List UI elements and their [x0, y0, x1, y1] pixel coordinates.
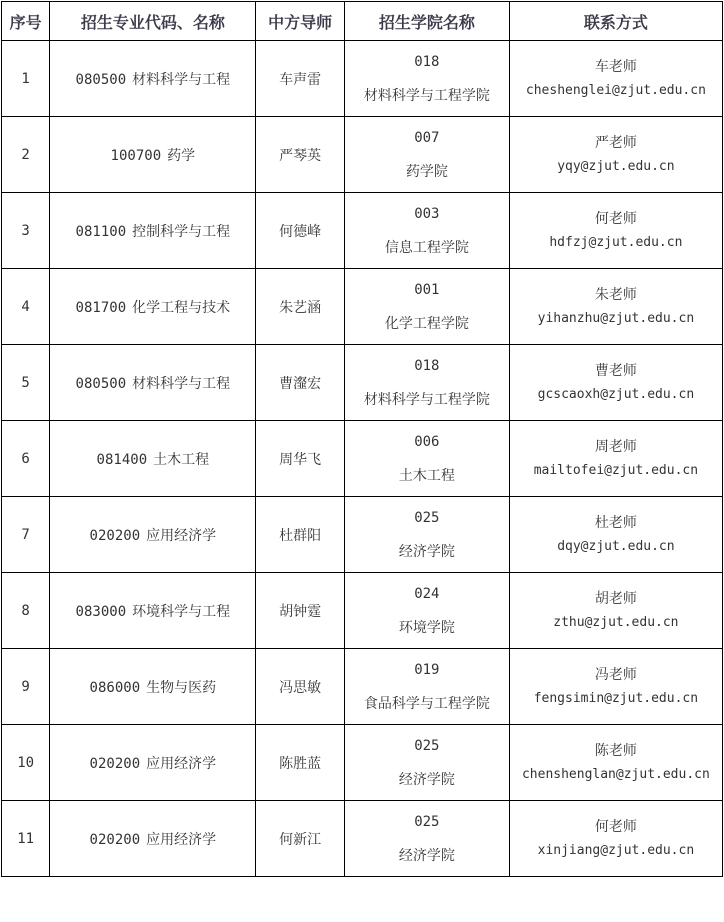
contact-email[interactable]: mailtofei@zjut.edu.cn: [533, 462, 699, 478]
major-code: 020200: [89, 831, 141, 848]
supervisor-name: 曹瀣宏: [279, 375, 322, 392]
contact-name: 朱老师: [594, 286, 637, 303]
college-code: 018: [414, 357, 440, 374]
college-cell: [344, 649, 509, 725]
table-body: [2, 41, 723, 877]
major-cell: [50, 421, 256, 497]
header-supervisor: 中方导师: [256, 2, 344, 41]
table-row: [2, 421, 723, 497]
row-index-text: 10: [17, 754, 35, 771]
row-index-text: 11: [17, 830, 35, 847]
supervisor-name: 胡钟霆: [279, 603, 322, 620]
contact-email[interactable]: yqy@zjut.edu.cn: [557, 158, 675, 174]
college-name: 材料科学与工程学院: [363, 391, 490, 408]
major-cell: [50, 497, 256, 573]
contact-cell: [509, 421, 722, 497]
college-name: 土木工程: [398, 467, 455, 484]
college-cell: [344, 193, 509, 269]
row-index-text: 5: [21, 374, 30, 391]
major-name: 环境科学与工程: [132, 603, 231, 620]
row-index: [2, 117, 50, 193]
contact-email[interactable]: xinjiang@zjut.edu.cn: [537, 842, 695, 858]
contact-cell: [509, 345, 722, 421]
major-name: 应用经济学: [146, 831, 217, 848]
contact-cell: [509, 497, 722, 573]
college-cell: [344, 117, 509, 193]
contact-name: 何老师: [594, 818, 637, 835]
college-code: 025: [414, 813, 440, 830]
major-cell: [50, 801, 256, 877]
row-index: [2, 801, 50, 877]
supervisor-cell: [256, 193, 344, 269]
supervisor-cell: [256, 421, 344, 497]
table-row: [2, 269, 723, 345]
supervisor-cell: [256, 41, 344, 117]
college-cell: [344, 269, 509, 345]
major-cell: [50, 193, 256, 269]
contact-email[interactable]: yihanzhu@zjut.edu.cn: [537, 310, 695, 326]
row-index-text: 8: [21, 602, 30, 619]
supervisor-cell: [256, 649, 344, 725]
contact-cell: [509, 725, 722, 801]
college-cell: [344, 725, 509, 801]
major-name: 应用经济学: [146, 755, 217, 772]
contact-cell: [509, 801, 722, 877]
supervisor-cell: [256, 801, 344, 877]
major-code: 100700: [110, 147, 162, 164]
row-index: [2, 497, 50, 573]
supervisor-name: 何新江: [279, 831, 322, 848]
supervisor-cell: [256, 725, 344, 801]
row-index-text: 2: [21, 146, 30, 163]
major-name: 应用经济学: [146, 527, 217, 544]
row-index-text: 7: [21, 526, 30, 543]
contact-name: 严老师: [594, 134, 637, 151]
row-index: [2, 421, 50, 497]
table-row: [2, 345, 723, 421]
row-index: [2, 193, 50, 269]
major-cell: [50, 269, 256, 345]
row-index-text: 6: [21, 450, 30, 467]
header-contact: 联系方式: [509, 2, 722, 41]
table-row: [2, 117, 723, 193]
major-name: 材料科学与工程: [132, 375, 231, 392]
major-cell: [50, 345, 256, 421]
supervisor-name: 何德峰: [279, 223, 322, 240]
major-code: 080500: [75, 71, 127, 88]
contact-cell: [509, 573, 722, 649]
major-code: 020200: [89, 755, 141, 772]
major-name: 生物与医药: [146, 679, 217, 696]
college-name: 环境学院: [398, 619, 455, 636]
supervisor-cell: [256, 269, 344, 345]
contact-name: 何老师: [594, 210, 637, 227]
supervisor-name: 严琴英: [279, 147, 322, 164]
contact-cell: [509, 117, 722, 193]
row-index: [2, 725, 50, 801]
college-cell: [344, 801, 509, 877]
contact-cell: [509, 193, 722, 269]
major-code: 081700: [75, 299, 127, 316]
major-code: 020200: [89, 527, 141, 544]
college-name: 信息工程学院: [384, 239, 469, 256]
row-index: [2, 573, 50, 649]
college-code: 006: [414, 433, 440, 450]
supervisor-name: 朱艺涵: [279, 299, 322, 316]
table-header: [2, 2, 723, 41]
college-name: 经济学院: [398, 847, 455, 864]
college-code: 018: [414, 53, 440, 70]
major-code: 081100: [75, 223, 127, 240]
contact-name: 胡老师: [594, 590, 637, 607]
table-row: [2, 573, 723, 649]
header-major: 招生专业代码、名称: [50, 2, 256, 41]
contact-name: 周老师: [594, 438, 637, 455]
contact-email[interactable]: hdfzj@zjut.edu.cn: [549, 234, 683, 250]
row-index: [2, 41, 50, 117]
supervisor-cell: [256, 573, 344, 649]
major-code: 083000: [75, 603, 127, 620]
contact-name: 杜老师: [594, 514, 637, 531]
college-cell: [344, 421, 509, 497]
contact-cell: [509, 41, 722, 117]
contact-name: 陈老师: [594, 742, 637, 759]
supervisor-cell: [256, 117, 344, 193]
contact-name: 车老师: [594, 58, 637, 75]
contact-cell: [509, 649, 722, 725]
supervisor-name: 冯思敏: [279, 679, 322, 696]
college-code: 019: [414, 661, 440, 678]
college-cell: [344, 573, 509, 649]
major-name: 土木工程: [153, 451, 210, 468]
row-index-text: 3: [21, 222, 30, 239]
college-cell: [344, 345, 509, 421]
college-code: 025: [414, 509, 440, 526]
college-code: 025: [414, 737, 440, 754]
supervisor-table: [1, 1, 723, 877]
major-code: 081400: [96, 451, 148, 468]
supervisor-cell: [256, 345, 344, 421]
college-cell: [344, 41, 509, 117]
college-cell: [344, 497, 509, 573]
major-name: 控制科学与工程: [132, 223, 231, 240]
header-index: 序号: [2, 2, 50, 41]
supervisor-name: 车声雷: [279, 71, 322, 88]
contact-name: 曹老师: [594, 362, 637, 379]
row-index: [2, 649, 50, 725]
table-row: [2, 649, 723, 725]
contact-email[interactable]: chenshenglan@zjut.edu.cn: [521, 766, 710, 782]
contact-email[interactable]: zthu@zjut.edu.cn: [553, 614, 679, 630]
major-name: 材料科学与工程: [132, 71, 231, 88]
table-row: [2, 41, 723, 117]
college-name: 食品科学与工程学院: [363, 695, 490, 712]
row-index: [2, 345, 50, 421]
college-code: 001: [414, 281, 440, 298]
supervisor-name: 陈胜蓝: [279, 755, 322, 772]
supervisor-name: 杜群阳: [279, 527, 322, 544]
major-cell: [50, 649, 256, 725]
college-code: 007: [414, 129, 440, 146]
contact-email[interactable]: cheshenglei@zjut.edu.cn: [525, 82, 706, 98]
supervisor-name: 周华飞: [279, 451, 322, 468]
major-code: 086000: [89, 679, 141, 696]
row-index: [2, 269, 50, 345]
row-index-text: 1: [21, 70, 30, 87]
table-row: [2, 801, 723, 877]
table-row: [2, 497, 723, 573]
supervisor-cell: [256, 497, 344, 573]
table-row: [2, 193, 723, 269]
contact-name: 冯老师: [594, 666, 637, 683]
major-name: 化学工程与技术: [132, 299, 231, 316]
header-row: [2, 2, 723, 41]
college-name: 经济学院: [398, 771, 455, 788]
contact-cell: [509, 269, 722, 345]
contact-email[interactable]: fengsimin@zjut.edu.cn: [533, 690, 699, 706]
row-index-text: 9: [21, 678, 30, 695]
college-name: 材料科学与工程学院: [363, 87, 490, 104]
contact-email[interactable]: dqy@zjut.edu.cn: [557, 538, 675, 554]
college-name: 化学工程学院: [384, 315, 469, 332]
table-row: [2, 725, 723, 801]
college-name: 经济学院: [398, 543, 455, 560]
college-code: 024: [414, 585, 440, 602]
college-code: 003: [414, 205, 440, 222]
major-cell: [50, 573, 256, 649]
row-index-text: 4: [21, 298, 30, 315]
major-code: 080500: [75, 375, 127, 392]
contact-email[interactable]: gcscaoxh@zjut.edu.cn: [537, 386, 695, 402]
major-name: 药学: [167, 147, 196, 164]
header-college: 招生学院名称: [344, 2, 509, 41]
major-cell: [50, 725, 256, 801]
major-cell: [50, 41, 256, 117]
major-cell: [50, 117, 256, 193]
college-name: 药学院: [405, 163, 448, 180]
